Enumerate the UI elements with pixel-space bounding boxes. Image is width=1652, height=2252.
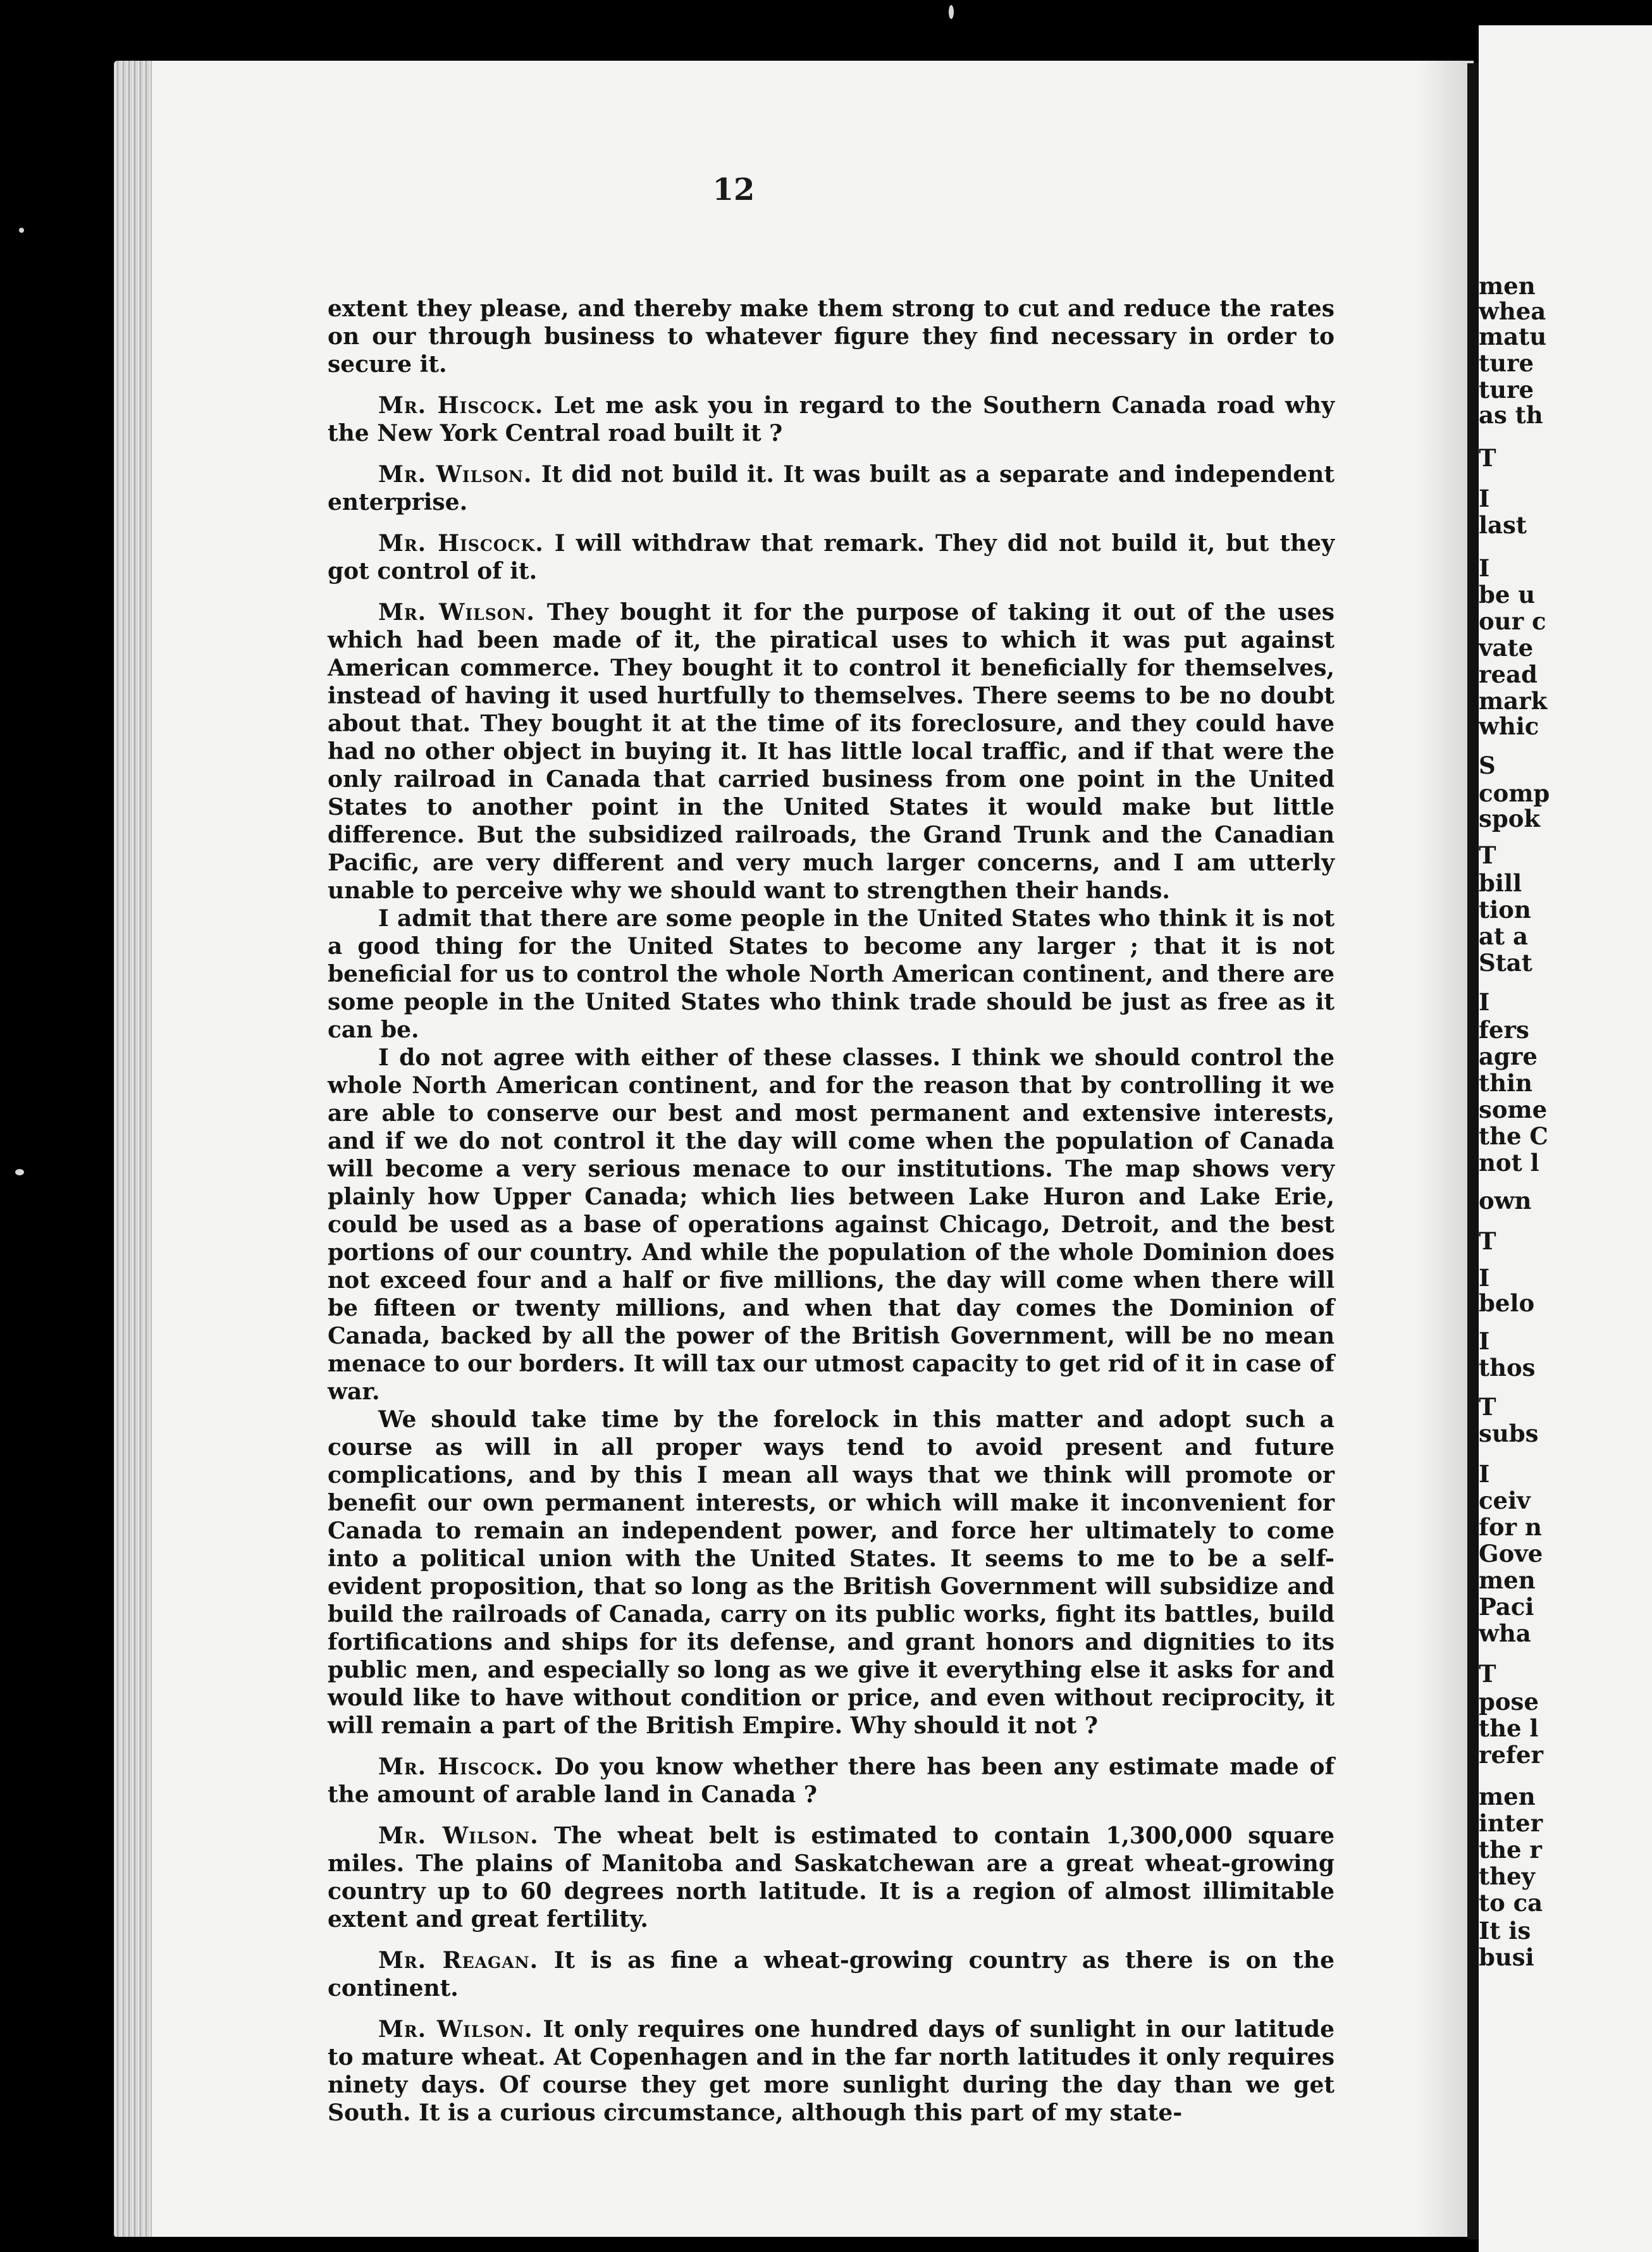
speaker-name: Mr. Wilson. [378,1822,539,1849]
facing-page-fragment: ceiv [1479,1487,1531,1514]
facing-page-fragment: men [1479,1783,1536,1810]
facing-page-fragment: refer [1479,1741,1543,1769]
scan-speck [15,1169,24,1175]
paragraph-text: Do you know whether there has been any estimate made of the amount of arable land in Canada ? [328,1754,1335,1808]
facing-page-fragment: whic [1479,712,1539,740]
paragraph-text: I will withdraw that remark. They did not build it, but they got control of it. [328,530,1335,585]
facing-page-fragment: ture [1479,376,1534,404]
paragraph [328,1753,1335,1809]
facing-page-fragment: read [1479,660,1538,688]
paragraph [328,529,1335,585]
facing-page-fragment: thin [1479,1069,1532,1097]
facing-page-fragment: spok [1479,805,1541,832]
page-body-text [328,295,1335,2140]
paragraph [328,1822,1335,1933]
paragraph [328,598,1335,905]
facing-page-fragment: inter [1479,1809,1543,1837]
speaker-name: Mr. Reagan. [378,1947,539,1974]
page-number: 12 [712,172,755,207]
facing-page-fragment: tion [1479,896,1531,924]
facing-page-edge [1479,25,1652,2252]
facing-page-fragment: Paci [1479,1593,1534,1621]
facing-page-fragment: at a [1479,922,1528,950]
facing-page-fragment: T [1479,1393,1496,1421]
facing-page-fragment: the C [1479,1122,1548,1150]
facing-page-fragment: vate [1479,634,1534,662]
facing-page-fragment: busi [1479,1943,1534,1971]
facing-page-fragment: some [1479,1096,1548,1123]
page-stack-edge [114,61,152,2237]
facing-page-fragment: Stat [1479,949,1532,977]
facing-page-fragment: I [1479,1460,1490,1488]
paragraph-text: They bought it for the purpose of taking it out of the uses which had been made of it, the piratical uses to which it was put against American commerce. They bought it to control it beneficially for themselves, instead of having it used hurtfully to themselves. There seems to be no doubt about that. They bought it at the time of its foreclosure, and they could have had no other object in buying it. It has little local traffic, and if that were the only railroad in Canada that carried business from one point in the United States to another point in the United States it would make but little difference. But the subsidized railroads, the Grand Trunk and the Canadian Pacific, are very different and very much larger concerns, and I am utterly unable to perceive why we should want to strengthen their hands. [328,599,1335,904]
paragraph-text: We should take time by the forelock in this matter and adopt such a course as will in all proper ways tend to avoid present and future complications, and by this I mean all ways that we think will promote or benefit our own permanent interests, or which will make it inconvenient for Canada to remain an independent power, and force her ultimately to come into a political union with the United States. It seems to me to be a self-evident proposition, that so long as the British Government will subsidize and build the railroads of Canada, carry on its public works, fight its battles, build fortifications and ships for its defense, and grant honors and dignities to its public men, and especially so long as we give it everything else it asks for and would like to have without condition or price, and even without reciprocity, it will remain a part of the British Empire. Why should it not ? [328,1406,1335,1739]
facing-page-fragment: I [1479,554,1490,582]
spine-shadow [1417,61,1474,2237]
paragraph-text: I admit that there are some people in the United States who think it is not a good thing for the United States to become any larger ; that it is not beneficial for us to control the whole North American continent, and there are some people in the United States who think trade should be just as free as it can be. [328,905,1335,1043]
facing-page-fragment: I [1479,1327,1490,1355]
facing-page-fragment: whea [1479,297,1546,325]
facing-page-fragment: be u [1479,581,1536,609]
facing-page-fragment: agre [1479,1042,1538,1070]
facing-page-fragment: the r [1479,1836,1542,1864]
facing-page-fragment: fers [1479,1016,1529,1044]
facing-page-fragment: own [1479,1187,1532,1215]
speaker-name: Mr. Wilson. [378,461,533,488]
facing-page-fragment: T [1479,1660,1496,1688]
speaker-name: Mr. Wilson. [378,599,535,626]
facing-page-fragment: to ca [1479,1889,1543,1917]
paragraph-text: I do not agree with either of these classes. I think we should control the whole North American continent, and for the reason that by controlling it we are able to conserve our best and most permanent and extensive interests, and if we do not control it the day will come when the population of Canada will become a very serious menace to our institutions. The map shows very plainly how Upper Canada; which lies between Lake Huron and Lake Erie, could be used as a base of operations against Chicago, Detroit, and the best portions of our country. And while the population of the whole Dominion does not exceed four and a half or five millions, the day will come when there will be fifteen or twenty millions, and when that day comes the Dominion of Canada, backed by all the power of the British Government, will be no mean menace to our borders. It will tax our utmost capacity to get rid of it in case of war. [328,1044,1335,1405]
facing-page-fragment: It is [1479,1917,1531,1945]
facing-page-fragment: our c [1479,607,1546,635]
speaker-name: Mr. Wilson. [378,2016,533,2043]
facing-page-fragment: they [1479,1862,1536,1890]
speaker-name: Mr. Hiscock. [378,530,544,557]
facing-page-fragment: comp [1479,779,1550,807]
facing-page-fragment: for n [1479,1513,1542,1541]
facing-page-fragment: the l [1479,1714,1539,1742]
paragraph [328,1406,1335,1740]
facing-page-fragment: matu [1479,323,1547,350]
facing-page-fragment: T [1479,444,1496,472]
paragraph-text: It did not build it. It was built as a separate and independent enterprise. [328,461,1335,516]
facing-page-fragment: Gove [1479,1540,1543,1568]
facing-page-fragment: last [1479,511,1527,539]
paragraph [328,461,1335,516]
facing-page-fragment: men [1479,1566,1536,1594]
facing-page-fragment: wha [1479,1619,1531,1647]
speaker-name: Mr. Hiscock. [378,392,544,419]
paragraph-text: extent they please, and thereby make them strong to cut and reduce the rates on our through business to whatever figure they find necessary in order to secure it. [328,295,1335,378]
scan-speck [949,5,954,19]
facing-page-fragment: T [1479,841,1496,869]
facing-page-fragment: as th [1479,401,1543,429]
paragraph [328,295,1335,378]
facing-page-fragment: men [1479,272,1536,300]
facing-page-fragment: belo [1479,1289,1535,1317]
paragraph [328,392,1335,447]
speaker-name: Mr. Hiscock. [378,1754,544,1780]
facing-page-fragment: ture [1479,349,1534,377]
facing-page-fragment: I [1479,988,1490,1016]
book-gutter [1467,63,1479,2239]
facing-page-fragment: bill [1479,869,1522,897]
paragraph [328,905,1335,1044]
scan-speck [19,228,24,233]
paragraph-text: It only requires one hundred days of sunlight in our latitude to mature wheat. At Copenhagen and in the far north latitudes it only requires ninety days. Of course they get more sunlight during the day than we get South. It is a curious circumstance, although this part of my state- [328,2016,1335,2126]
facing-page-fragment: I [1479,485,1490,512]
facing-page-fragment: not l [1479,1149,1539,1177]
facing-page-fragment: subs [1479,1420,1539,1447]
paragraph-text: Let me ask you in regard to the Southern Canada road why the New York Central road built it ? [328,392,1335,447]
facing-page-fragment: mark [1479,687,1548,715]
paragraph [328,1044,1335,1406]
facing-page-fragment: thos [1479,1354,1536,1382]
facing-page-fragment: S [1479,752,1496,779]
facing-page-fragment: I [1479,1264,1490,1292]
paragraph-text: The wheat belt is estimated to contain 1,300,000 square miles. The plains of Manitoba and Saskatchewan are a great wheat-growing country up to 60 degrees north latitude. It is a region of almost illimitable extent and great fertility. [328,1822,1335,1933]
paragraph [328,1946,1335,2002]
facing-page-fragment: pose [1479,1688,1539,1716]
paragraph-text: It is as fine a wheat-growing country as there is on the continent. [328,1947,1335,2001]
facing-page-fragment: T [1479,1227,1496,1255]
paragraph [328,2015,1335,2127]
